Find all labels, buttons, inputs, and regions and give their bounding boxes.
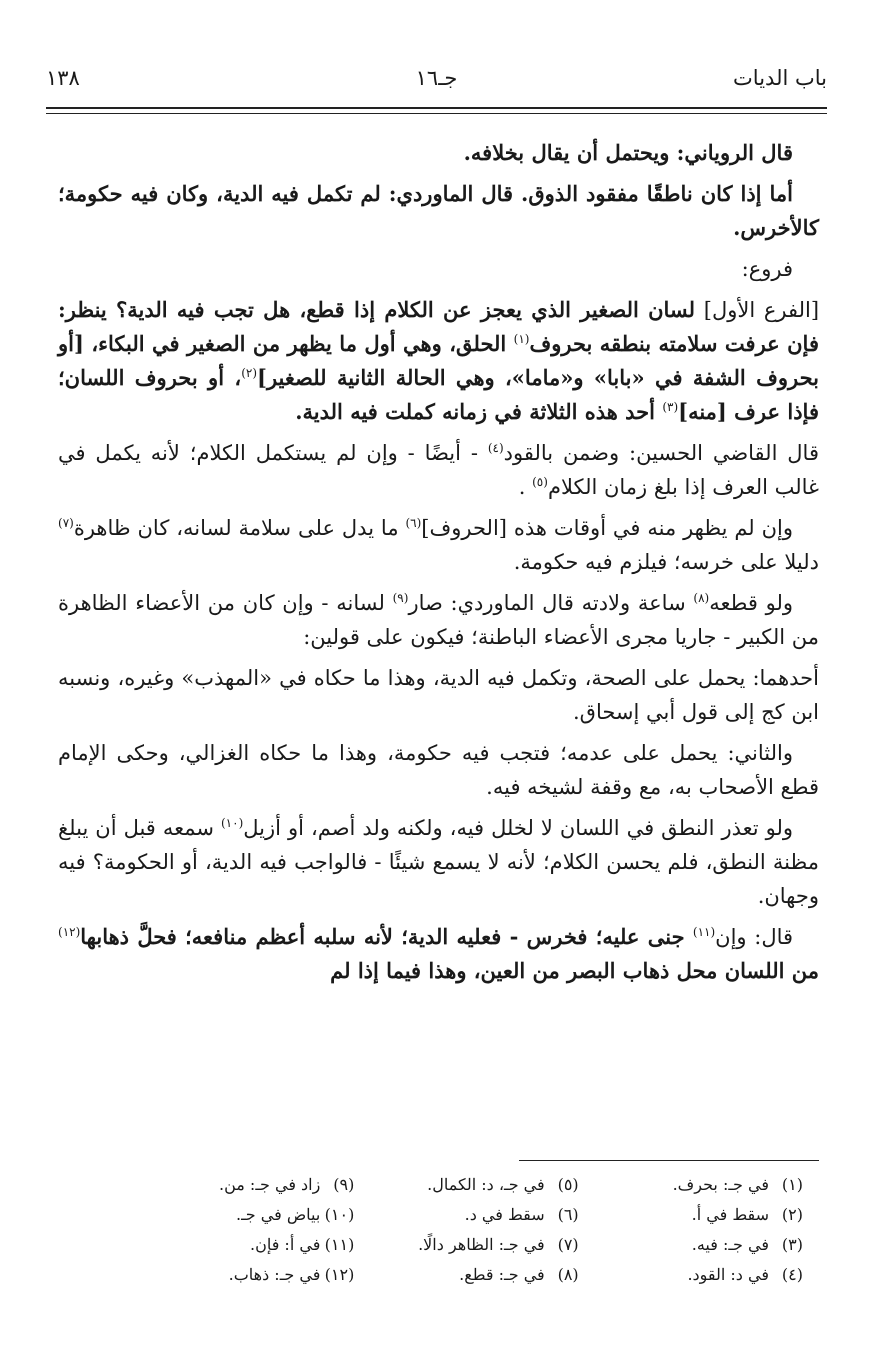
main-text: [58, 136, 819, 995]
header-rule-thin: [46, 113, 827, 114]
text-segment: - أيضًا - وإن لم يستكمل الكلام؛ لأنه يكمل في غالب العرف إذا بلغ زمان الكلام: [58, 441, 819, 499]
text-segment: لسان الصغير الذي يعجز عن الكلام إذا قطع، هل تجب فيه الدية؟ ينظر: فإن عرفت سلامته بنطقه بحروف: [58, 297, 819, 356]
paragraph: [58, 136, 819, 170]
footnote-ref: (١٢): [58, 925, 81, 939]
footnote: [354, 1230, 578, 1260]
footnote: [130, 1230, 354, 1260]
footnote: [579, 1200, 803, 1230]
text-segment: ساعة ولادته قال الماوردي: صار: [408, 591, 694, 615]
text-segment: والثاني: يحمل على عدمه؛ فتجب فيه حكومة، وهذا ما حكاه الغزالي، وحكى الإمام قطع الأصحاب به، مع وقفة لشيخه فيه.: [58, 741, 819, 799]
footnote-text: في جـ: قطع.: [459, 1265, 545, 1284]
text-segment: [الفرع الأول]: [695, 298, 820, 322]
footnote-ref: (٩): [392, 591, 409, 605]
running-header: [46, 66, 827, 98]
text-segment: ، أو بحروف اللسان؛ فإذا عرف [منه]: [58, 365, 819, 424]
footnote-number: (١٢): [324, 1265, 355, 1284]
chapter-title: باب الديات: [733, 66, 827, 90]
footnote-text: في جـ: الظاهر دالًا.: [418, 1235, 545, 1254]
footnote-text: في أ: فإن.: [249, 1235, 321, 1254]
footnote: [579, 1170, 803, 1200]
footnote-separator: [519, 1160, 819, 1161]
text-segment: فروع:: [741, 257, 793, 281]
paragraph: [58, 920, 819, 988]
text-segment: ما يدل على سلامة لسانه، كان ظاهرة: [73, 516, 406, 540]
text-segment: قال: وإن: [715, 925, 794, 949]
footnote-text: في جـ: فيه.: [691, 1235, 769, 1254]
text-segment: وإن لم يظهر منه في أوقات هذه [الحروف]: [421, 516, 793, 540]
text-segment: قال الروياني: ويحتمل أن يقال بخلافه.: [463, 140, 793, 165]
text-segment: سمعه قبل أن يبلغ مظنة النطق، فلم يحسن الكلام؛ لأنه لا يسمع شيئًا - فالواجب فيه الدية، أو الحكومة؟ فيه وجهان.: [58, 816, 819, 908]
footnote-number: (٤): [781, 1265, 803, 1284]
footnote-text: في د: القود.: [687, 1265, 769, 1284]
paragraph: [58, 811, 819, 913]
footnote-text: سقط في أ.: [691, 1205, 769, 1224]
footnote-text: زاد في جـ: من.: [219, 1175, 321, 1194]
footnote-number: (٧): [557, 1235, 579, 1254]
footnotes: [130, 1170, 803, 1290]
footnote-number: (٣): [781, 1235, 803, 1254]
footnote-ref: (٨): [693, 591, 710, 605]
footnote-ref: (٢): [241, 366, 258, 380]
header-rule-thick: [46, 107, 827, 109]
paragraph: [58, 736, 819, 804]
footnote: [579, 1260, 803, 1290]
footnote-number: (١): [781, 1175, 803, 1194]
footnote-number: (٦): [557, 1205, 579, 1224]
paragraph: [58, 436, 819, 504]
footnote-ref: (١): [513, 332, 530, 346]
footnote-number: (٩): [333, 1175, 355, 1194]
footnote-ref: (٥): [532, 475, 548, 489]
footnote: [130, 1260, 354, 1290]
footnote-text: بياض في جـ.: [236, 1205, 321, 1224]
footnote-number: (٥): [557, 1175, 579, 1194]
footnote-ref: (١٠): [220, 816, 244, 830]
text-segment: أحدهما: يحمل على الصحة، وتكمل فيه الدية، وهذا ما حكاه في «المهذب» وغيره، ونسبه ابن كج إلى قول أبي إسحاق.: [58, 666, 819, 724]
text-segment: قال القاضي الحسين: وضمن بالقود: [503, 441, 819, 465]
text-segment: لسانه - وإن كان من الأعضاء الظاهرة من الكبير - جاريا مجرى الأعضاء الباطنة؛ فيكون على قولين:: [58, 591, 819, 649]
footnote-ref: (٦): [405, 516, 422, 530]
footnote-text: في جـ: ذهاب.: [228, 1265, 321, 1284]
text-segment: ولو تعذر النطق في اللسان لا لخلل فيه، ولكنه ولد أصم، أو أزيل: [243, 816, 793, 840]
footnote: [579, 1230, 803, 1260]
paragraph: [58, 293, 819, 429]
footnote-ref: (٣): [662, 400, 679, 414]
footnote-text: في جـ، د: الكمال.: [427, 1175, 545, 1194]
text-segment: دليلا على خرسه؛ فيلزم فيه حكومة.: [513, 550, 819, 574]
paragraph: [58, 661, 819, 729]
footnote-number: (٨): [557, 1265, 579, 1284]
text-segment: الحلق، وهي أول ما يظهر من الصغير في البكاء، [أو بحروف الشفة في «بابا» و«ماما»، وهي الحالة الثانية للصغير]: [58, 331, 820, 390]
footnote: [354, 1170, 578, 1200]
paragraph: [58, 177, 819, 245]
page-number: ١٣٨: [46, 66, 80, 90]
paragraph: [58, 586, 819, 654]
footnote-number: (٢): [781, 1205, 803, 1224]
text-segment: من اللسان محل ذهاب البصر من العين، وهذا فيما إذا لم: [330, 958, 819, 983]
text-segment: .: [518, 475, 533, 499]
text-segment: جنى عليه؛ فخرس - فعليه الدية؛ لأنه سلبه أعظم منافعه؛ فحلَّ ذهابها: [80, 924, 693, 949]
footnote-ref: (١١): [692, 925, 716, 939]
footnote: [130, 1200, 354, 1230]
paragraph: [58, 252, 819, 286]
footnote-number: (١١): [324, 1235, 355, 1254]
footnote-ref: (٤): [487, 441, 504, 455]
text-segment: أما إذا كان ناطقًا مفقود الذوق. قال الماوردي: لم تكمل فيه الدية، وكان فيه حكومة؛ كالأخرس.: [58, 181, 819, 240]
footnote-text: سقط في د.: [464, 1205, 545, 1224]
footnote: [354, 1260, 578, 1290]
footnote-number: (١٠): [324, 1205, 355, 1224]
paragraph: [58, 511, 819, 579]
text-segment: ولو قطعه: [709, 591, 794, 615]
footnote-ref: (٧): [58, 516, 74, 530]
footnote: [130, 1170, 354, 1200]
footnote: [354, 1200, 578, 1230]
text-segment: أحد هذه الثلاثة في زمانه كملت فيه الدية.: [295, 399, 663, 424]
volume-label: جـ١٦: [415, 66, 458, 90]
footnote-text: في جـ: بحرف.: [672, 1175, 769, 1194]
